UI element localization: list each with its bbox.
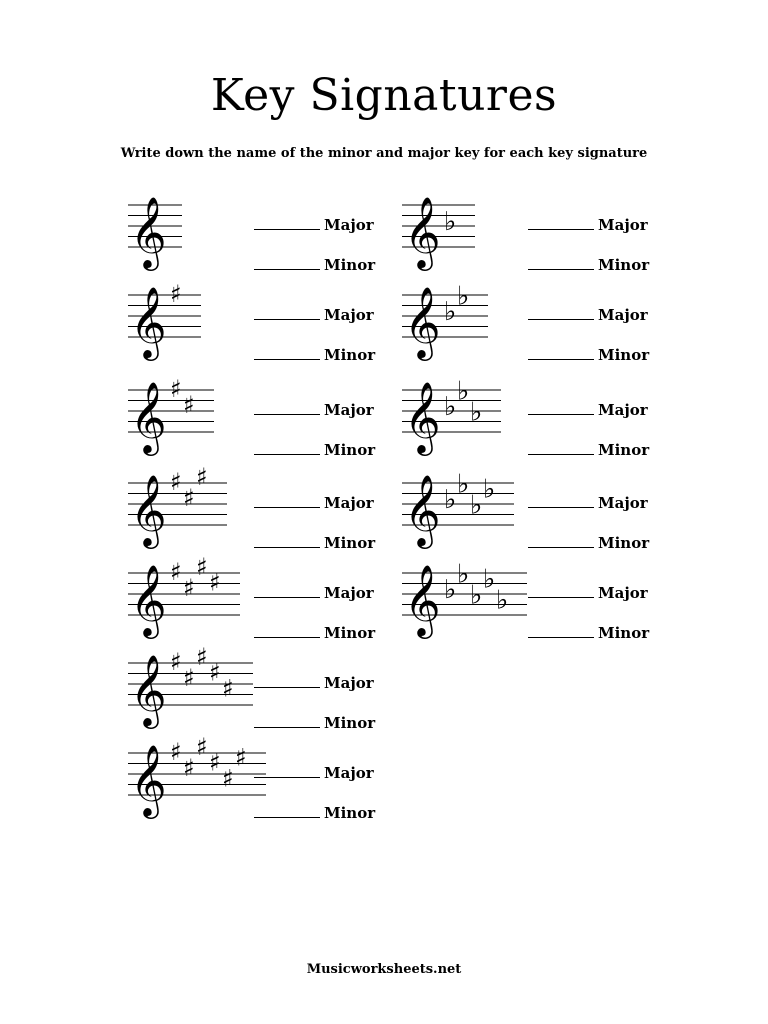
major-label: Major	[324, 674, 374, 692]
major-answer-row	[254, 583, 374, 602]
minor-answer-row	[528, 255, 649, 274]
minor-answer-row	[254, 440, 375, 459]
treble-clef-icon: 𝄞	[130, 563, 167, 636]
minor-label: Minor	[324, 256, 376, 274]
flat-icon: ♭	[457, 469, 470, 500]
key-signature-staff	[402, 195, 475, 268]
major-answer-blank[interactable]	[254, 673, 320, 688]
sharp-icon: ♯	[196, 462, 208, 491]
key-signature-staff	[128, 195, 182, 268]
minor-answer-blank[interactable]	[528, 345, 594, 360]
treble-clef-icon: 𝄞	[404, 380, 441, 453]
key-signature-staff	[402, 376, 501, 453]
major-label: Major	[324, 216, 374, 234]
minor-label: Minor	[324, 624, 376, 642]
sharp-icon: ♯	[170, 738, 182, 766]
minor-answer-blank[interactable]	[254, 803, 320, 818]
minor-answer-row	[528, 623, 649, 642]
minor-answer-blank[interactable]	[254, 255, 320, 270]
flat-icon: ♭	[444, 392, 457, 422]
major-answer-blank[interactable]	[254, 493, 320, 508]
major-answer-blank[interactable]	[254, 400, 320, 415]
major-label: Major	[324, 401, 374, 419]
minor-answer-blank[interactable]	[254, 533, 320, 548]
major-answer-row	[528, 493, 648, 512]
key-signature-staff	[128, 642, 253, 726]
major-label: Major	[598, 494, 648, 512]
major-answer-row	[528, 215, 648, 234]
key-signature-staff	[128, 552, 240, 636]
major-answer-row	[254, 673, 374, 692]
flat-icon: ♭	[483, 474, 496, 505]
flat-icon: ♭	[470, 490, 483, 521]
minor-answer-blank[interactable]	[528, 440, 594, 455]
major-answer-row	[254, 400, 374, 419]
major-label: Major	[324, 764, 374, 782]
sharp-icon: ♯	[196, 642, 208, 671]
key-signature-staff	[128, 280, 201, 358]
major-label: Major	[324, 306, 374, 324]
key-signature-staff	[128, 462, 227, 546]
key-signature-staff	[128, 732, 266, 816]
flat-icon: ♭	[457, 281, 470, 312]
minor-answer-row	[254, 255, 375, 274]
major-answer-row	[528, 305, 648, 324]
treble-clef-icon: 𝄞	[404, 195, 441, 268]
major-answer-blank[interactable]	[254, 215, 320, 230]
minor-answer-row	[528, 440, 649, 459]
major-answer-row	[254, 763, 374, 782]
minor-answer-blank[interactable]	[254, 345, 320, 360]
flat-icon: ♭	[444, 485, 457, 515]
key-signature-staff	[402, 281, 488, 358]
major-answer-row	[254, 305, 374, 324]
minor-label: Minor	[598, 441, 650, 459]
sharp-icon: ♯	[170, 648, 182, 676]
minor-answer-row	[254, 803, 375, 822]
major-answer-blank[interactable]	[254, 305, 320, 320]
sharp-icon: ♯	[183, 753, 195, 782]
sharp-icon: ♯	[196, 552, 208, 581]
minor-answer-row	[254, 345, 375, 364]
key-signature-staff	[402, 559, 527, 636]
minor-answer-blank[interactable]	[528, 623, 594, 638]
major-answer-row	[528, 400, 648, 419]
major-answer-row	[254, 215, 374, 234]
treble-clef-icon: 𝄞	[130, 743, 167, 816]
major-answer-row	[254, 493, 374, 512]
minor-label: Minor	[324, 714, 376, 732]
sharp-icon: ♯	[170, 280, 182, 308]
minor-answer-blank[interactable]	[528, 255, 594, 270]
key-signature-staff	[402, 469, 514, 546]
major-label: Major	[598, 401, 648, 419]
sharp-icon: ♯	[183, 390, 195, 419]
major-answer-blank[interactable]	[528, 583, 594, 598]
minor-answer-row	[528, 345, 649, 364]
sharp-icon: ♯	[170, 558, 182, 586]
treble-clef-icon: 𝄞	[130, 653, 167, 726]
page-title: Key Signatures	[210, 70, 558, 121]
sharp-icon: ♯	[222, 674, 234, 703]
major-label: Major	[598, 584, 648, 602]
flat-icon: ♭	[470, 397, 483, 428]
sharp-icon: ♯	[235, 743, 247, 772]
minor-label: Minor	[598, 624, 650, 642]
treble-clef-icon: 𝄞	[130, 195, 167, 268]
sharp-icon: ♯	[209, 658, 221, 687]
minor-answer-row	[254, 623, 375, 642]
major-answer-blank[interactable]	[528, 493, 594, 508]
sharp-icon: ♯	[209, 568, 221, 597]
minor-label: Minor	[598, 534, 650, 552]
major-label: Major	[324, 584, 374, 602]
minor-answer-blank[interactable]	[254, 440, 320, 455]
treble-clef-icon: 𝄞	[404, 473, 441, 546]
flat-icon: ♭	[444, 207, 457, 237]
flat-icon: ♭	[483, 564, 496, 595]
key-signature-staff	[128, 375, 214, 453]
major-label: Major	[324, 494, 374, 512]
major-answer-blank[interactable]	[528, 215, 594, 230]
minor-label: Minor	[324, 804, 376, 822]
major-answer-row	[528, 583, 648, 602]
treble-clef-icon: 𝄞	[404, 285, 441, 358]
flat-icon: ♭	[457, 376, 470, 407]
minor-label: Minor	[598, 256, 650, 274]
major-answer-blank[interactable]	[528, 400, 594, 415]
minor-label: Minor	[598, 346, 650, 364]
major-answer-blank[interactable]	[528, 305, 594, 320]
minor-answer-row	[528, 533, 649, 552]
instructions: Write down the name of the minor and major key for each key signature	[120, 146, 648, 161]
footer-credit: Musicworksheets.net	[306, 962, 462, 977]
treble-clef-icon: 𝄞	[130, 473, 167, 546]
treble-clef-icon: 𝄞	[404, 563, 441, 636]
sharp-icon: ♯	[183, 573, 195, 602]
flat-icon: ♭	[444, 575, 457, 605]
minor-label: Minor	[324, 346, 376, 364]
sharp-icon: ♯	[222, 764, 234, 793]
flat-icon: ♭	[496, 585, 509, 616]
treble-clef-icon: 𝄞	[130, 285, 167, 358]
sharp-icon: ♯	[196, 732, 208, 761]
flat-icon: ♭	[470, 580, 483, 611]
major-label: Major	[598, 216, 648, 234]
sharp-icon: ♯	[170, 375, 182, 403]
major-label: Major	[598, 306, 648, 324]
sharp-icon: ♯	[183, 663, 195, 692]
minor-answer-row	[254, 713, 375, 732]
flat-icon: ♭	[457, 559, 470, 590]
treble-clef-icon: 𝄞	[130, 380, 167, 453]
sharp-icon: ♯	[183, 483, 195, 512]
major-answer-blank[interactable]	[254, 763, 320, 778]
minor-answer-blank[interactable]	[254, 713, 320, 728]
major-answer-blank[interactable]	[254, 583, 320, 598]
flat-icon: ♭	[444, 297, 457, 327]
minor-answer-row	[254, 533, 375, 552]
minor-label: Minor	[324, 441, 376, 459]
minor-answer-blank[interactable]	[528, 533, 594, 548]
sharp-icon: ♯	[209, 748, 221, 777]
sharp-icon: ♯	[170, 468, 182, 496]
minor-answer-blank[interactable]	[254, 623, 320, 638]
minor-label: Minor	[324, 534, 376, 552]
